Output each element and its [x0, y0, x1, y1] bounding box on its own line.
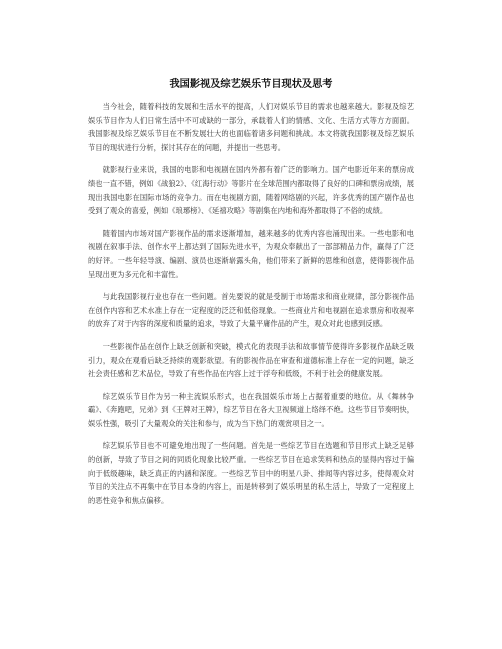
paragraph-1: 当今社会，随着科技的发展和生活水平的提高，人们对娱乐节目的需求也越来越大。影视及综艺娱乐节目作为人们日常生活中不可或缺的一部分，承载着人们的情感、文化、生活方式等方方面面。我国影视及综艺娱乐节目在不断发展壮大的也面临着诸多问题和挑战。本文将就我国影视及综艺娱乐节目的现状进行分析，探讨其存在的问题，并提出一些思考。: [88, 102, 414, 152]
paragraph-6: 综艺娱乐节目作为另一种主流娱乐形式，也在我国娱乐市场上占据着重要的地位。从《舞林争霸》、《奔跑吧，兄弟》到《王牌对王牌》，综艺节目在各大卫视频道上络绎不绝。这些节目节奏明快，娱乐性强，吸引了大量观众的关注和参与，成为当下热门的观赏项目之一。: [88, 391, 414, 428]
paragraph-3: 随着国内市场对国产影视作品的需求逐渐增加，越来越多的优秀内容也涌现出来。一些电影和电视剧在叙事手法、创作水平上都达到了国际先进水平，为观众奉献出了一部部精品力作，赢得了广泛的好评。一些年轻导演、编剧、演员也逐渐崭露头角，他们带来了新鲜的思维和创意，使得影视作品呈现出更为多元化和丰富性。: [88, 228, 414, 279]
paragraph-4: 与此我国影视行业也存在一些问题。首先要说的就是受制于市场需求和商业规律，部分影视作品在创作内容和艺术水准上存在一定程度的泛泛和低俗现象。一些商业片和电视剧在追求票房和收视率的放弃了对于内容的深度和质量的追求，导致了大量平庸作品的产生，观众对此也感到反感。: [88, 292, 414, 329]
document-title: 我国影视及综艺娱乐节目现状及思考: [169, 79, 333, 90]
paragraph-7: 综艺娱乐节目也不可避免地出现了一些问题。首先是一些综艺节目在选题和节目形式上缺乏足够的创新，导致了节目之间的同质化现象比较严重。一些综艺节目在追求笑料和热点的显得内容过于偏向于低级趣味，缺乏真正的内涵和深度。一些综艺节目中的明星八卦、排闻等内容过多，使得观众对节目的关注点不再集中在节目本身的内容上，而是转移到了娱乐明星的私生活上，导致了一定程度上的恶性竞争和焦点偏移。: [88, 441, 414, 505]
paragraph-5: 一些影视作品在创作上缺乏创新和突破，模式化的表现手法和故事情节使得许多影视作品缺乏吸引力，观众在观看后缺乏持续的观影欲望。有的影视作品在审查和道德标准上存在一定的问题，缺乏社会责任感和艺术品位，导致了有些作品在内容上过于浮夸和低级，不利于社会的健康发展。: [88, 341, 414, 379]
paragraph-2: 就影视行业来说，我国的电影和电视剧在国内外都有着广泛的影响力。国产电影近年来的票房成绩也一直不错，例如《战狼2》、《红海行动》等影片在全球范围内都取得了良好的口碑和票房成绩，展现出我国电影在国际市场的竞争力。而在电视剧方面，随着网络剧的兴起，许多优秀的国产剧作品也受到了观众的喜爱，例如《琅琊榜》、《延禧攻略》等剧集在内地和海外都取得了不俗的成绩。: [88, 165, 414, 216]
